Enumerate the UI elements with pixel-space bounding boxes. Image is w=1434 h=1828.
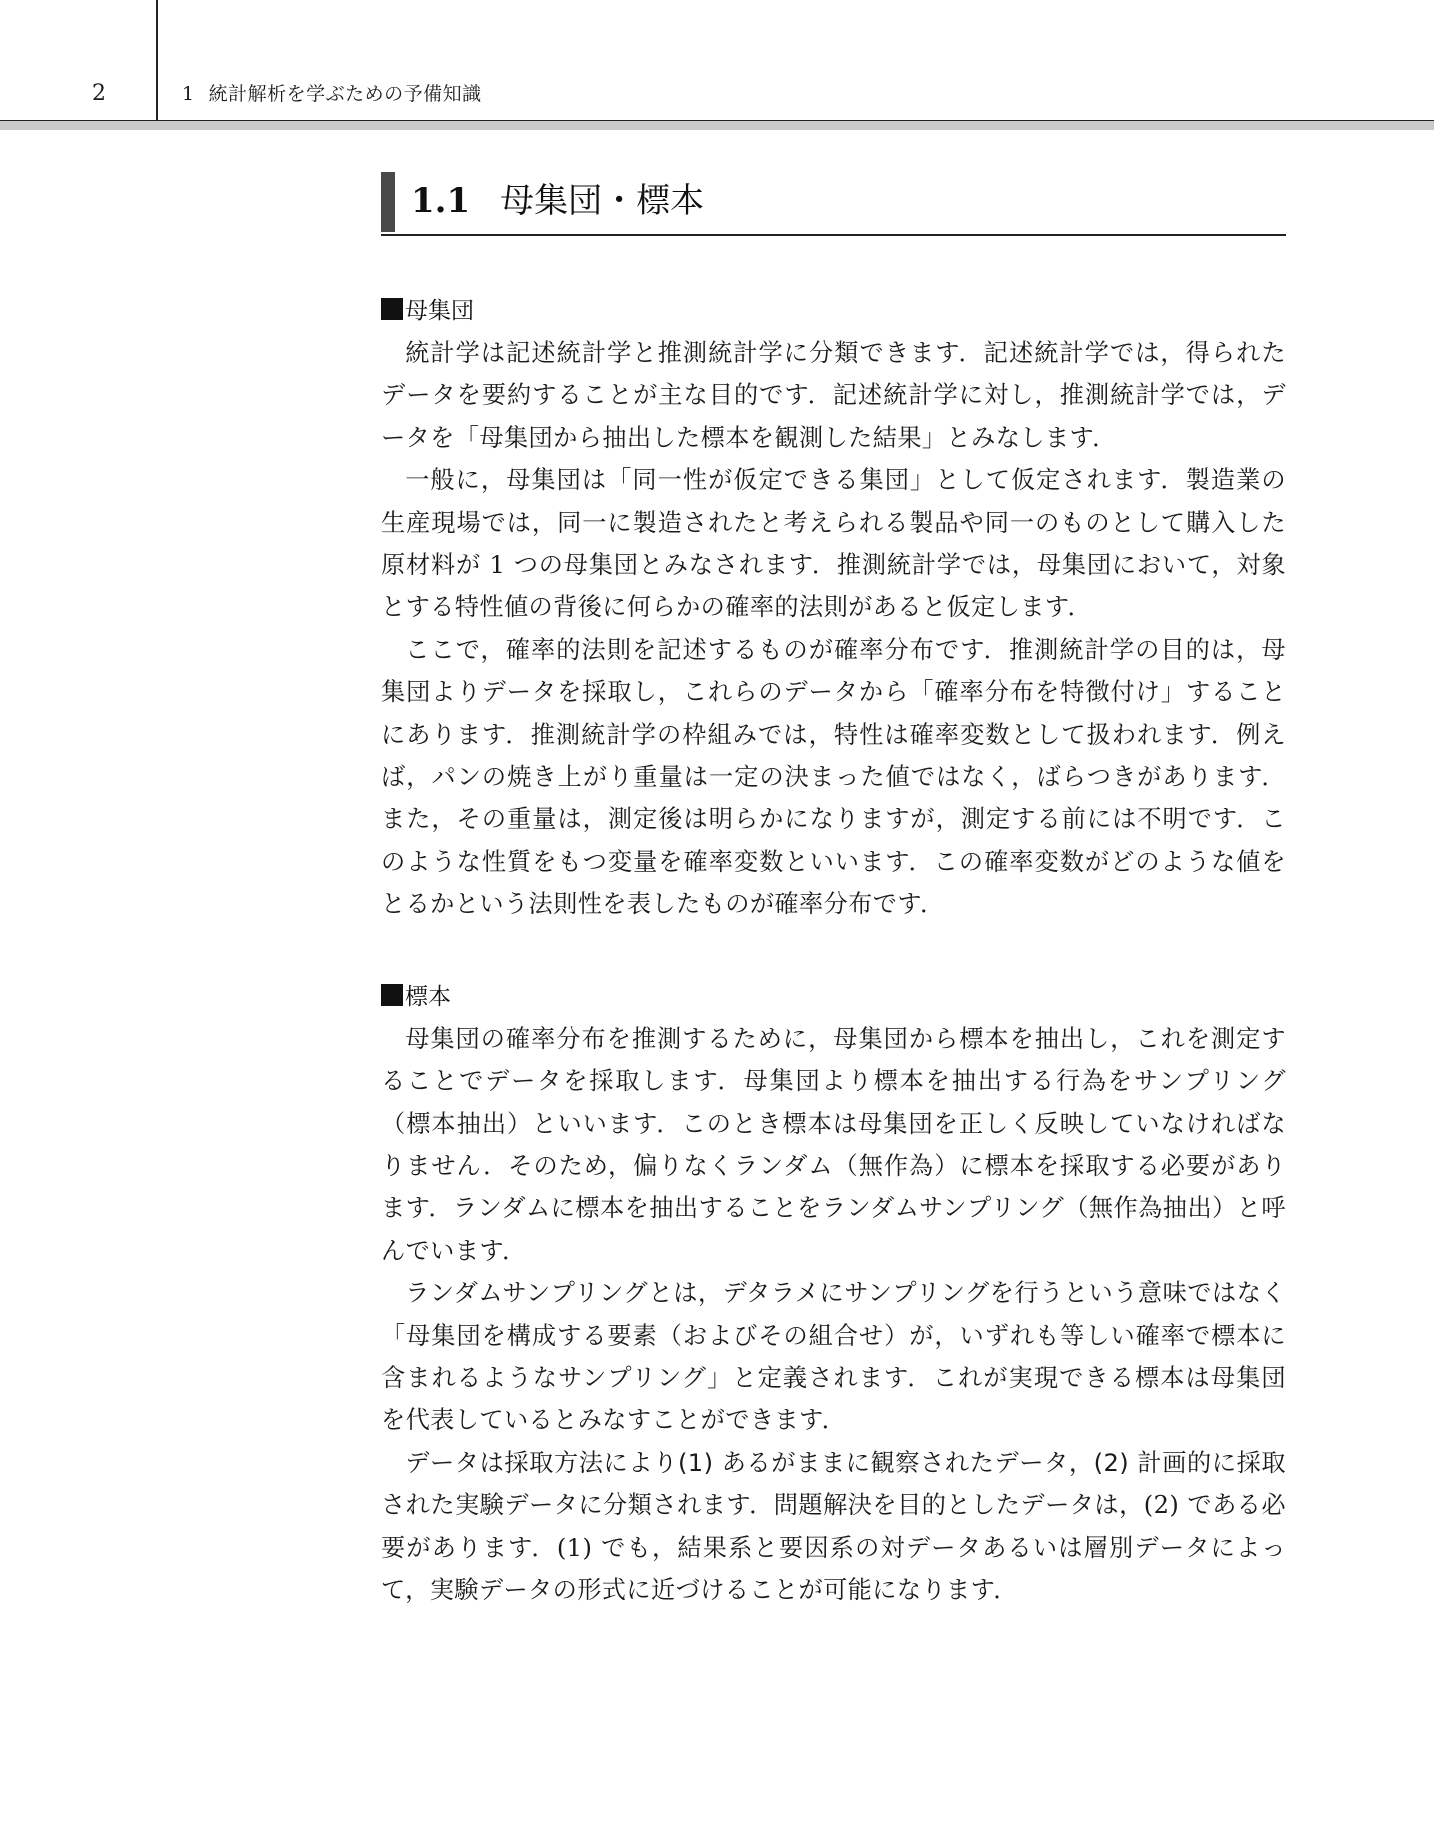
subsection-title: 標本 <box>405 983 451 1010</box>
term-emphasis: 推測統計学 <box>657 339 784 367</box>
paragraph-list <box>381 1018 1286 1612</box>
section-title <box>411 178 704 224</box>
text-run: （無作為抽出）と呼んでいます． <box>381 1194 1286 1265</box>
subsection-heading <box>381 976 1286 1018</box>
subsection-heading <box>381 290 1286 332</box>
section-heading <box>381 172 1286 236</box>
text-run: ， <box>1068 1448 1094 1477</box>
text-run: ランダムサンプリングとは，デタラメにサンプリングを行うという意味ではなく「母集団を構成する要素（およびその組合せ）が，いずれも等しい確率で標本に含まれるようなサンプリング」と定義されます．これが実現できる標本は母集団を代表しているとみなすことができます． <box>381 1279 1286 1435</box>
running-header <box>0 0 1434 122</box>
term-emphasis: (1) あるがままに観察されたデータ <box>677 1448 1069 1477</box>
running-title <box>182 81 482 107</box>
paragraph-list <box>381 332 1286 926</box>
text-run: に分類できます．記述統計学では，得られたデータを要約することが主な目的です．記述統計学に対し，推測統計学では，データを「母集団から抽出した標本を観測した結果」とみなします． <box>381 339 1286 452</box>
subsection-population <box>381 290 1286 926</box>
paragraph <box>381 1442 1286 1612</box>
chapter-number: 1 <box>182 83 195 105</box>
body-content <box>381 290 1286 1611</box>
square-bullet-icon <box>381 984 403 1006</box>
section-gap <box>381 926 1286 976</box>
term-emphasis: (2) 計画的に採取された実験データ <box>381 1448 1287 1520</box>
term-emphasis: ランダムサンプリング <box>821 1194 1065 1223</box>
term-emphasis: 記述統計学 <box>506 339 633 367</box>
paragraph <box>381 629 1286 926</box>
paragraph <box>381 459 1286 629</box>
text-run: （標本抽出）といいます．このとき標本は母集団を正しく反映していなければなりません．そのため，偏りなくランダム（無作為）に標本を採取する必要があります．ランダムに標本を抽出することを <box>381 1109 1286 1223</box>
text-run: といいます．この確率変数がどのような値をとるかという法則性を表したものが確率分布です． <box>381 847 1286 919</box>
term-emphasis: サンプリング <box>1133 1067 1286 1096</box>
text-run: です．推測統計学の目的は，母集団よりデータを採取し，これらのデータから「確率分布を特徴付け」することにあります．推測統計学の枠組みでは，特性は確率変数として扱われます．例えば，パンの焼き上がり重量は一定の決まった値ではなく，ばらつきがあります．また，その重量は，測定後は明らかになりますが，測定する前には不明です．このような性質をもつ変量を <box>381 635 1286 876</box>
term-emphasis: 確率分布 <box>834 635 936 664</box>
square-bullet-icon <box>381 298 403 320</box>
text-run: 母集団の確率分布を推測するために，母集団から標本を抽出し，これを測定することでデータを採取します．母集団より標本を抽出する行為を <box>381 1024 1286 1096</box>
text-run: 一般に，母集団は「同一性が仮定できる集団」として仮定されます．製造業の生産現場では，同一に製造されたと考えられる製品や同一のものとして購入した原材料が 1 つの母集団とみなされます．推測統計学では，母集団において，対象とする特性値の背後に何らかの確率的法則があると仮定します． <box>381 466 1286 622</box>
text-run: 統計学は <box>405 339 507 367</box>
text-run: データは採取方法により <box>405 1448 678 1477</box>
paragraph <box>381 332 1286 459</box>
section-number: 1.1 <box>411 181 471 221</box>
text-run: と <box>632 339 658 367</box>
header-divider <box>156 0 158 120</box>
section-title-text: 母集団・標本 <box>500 181 705 221</box>
paragraph <box>381 1272 1286 1442</box>
term-emphasis: 確率変数 <box>683 847 785 876</box>
page-number: 2 <box>92 81 106 106</box>
subsection-title: 母集団 <box>405 298 474 324</box>
chapter-title: 統計解析を学ぶための予備知識 <box>208 83 482 105</box>
section-marker-bar <box>381 172 395 232</box>
text-run: ここで，確率的法則を記述するものが <box>405 635 835 664</box>
header-rule <box>0 121 1434 130</box>
paragraph <box>381 1018 1286 1272</box>
text-run: に分類されます．問題解決を目的としたデータは，(2) である必要があります．(1) でも，結果系と要因系の対データあるいは層別データによって，実験データの形式に近づけることが可能になります． <box>381 1491 1286 1604</box>
subsection-sample <box>381 976 1286 1612</box>
